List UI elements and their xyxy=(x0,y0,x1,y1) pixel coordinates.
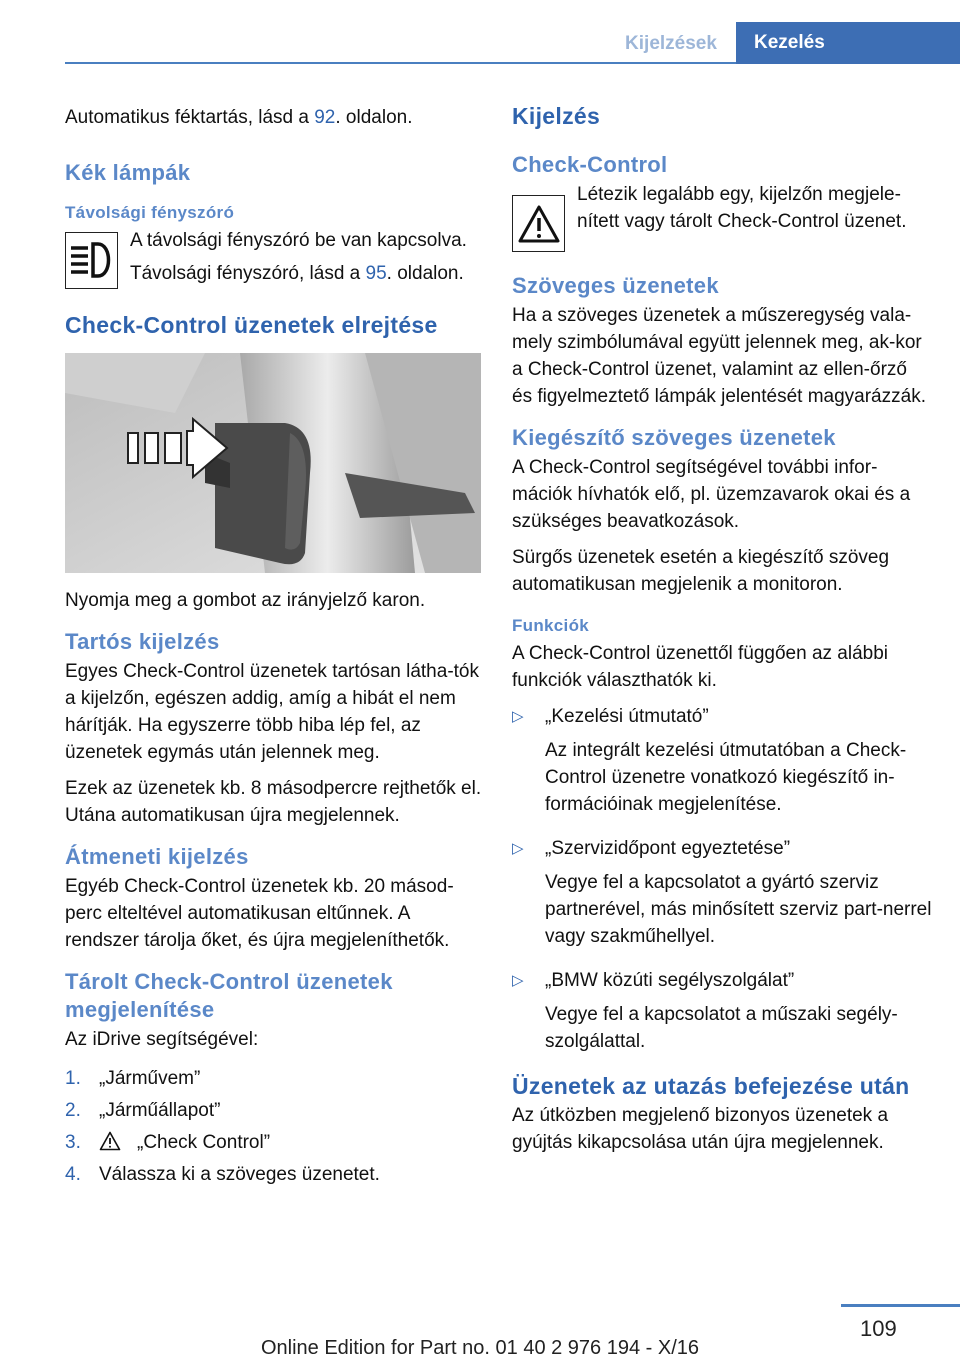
section-title-stored: Tárolt Check-Control üzenetek megjelenítése xyxy=(65,969,393,1022)
intro-paragraph: Automatikus féktartás, lásd a 92. oldalon. xyxy=(65,107,413,128)
warning-triangle-icon xyxy=(512,195,565,252)
right-column xyxy=(512,96,932,1165)
section-title-temporary: Átmeneti kijelzés xyxy=(65,844,249,869)
check-control-text: Létezik legalább egy, kijelzőn megjele-nített vagy tárolt Check-Control üzenet. xyxy=(577,184,907,232)
list-item: ▷ „BMW közúti segélyszolgálat” Vegye fel a kapcsolatot a műszaki segély-szolgálattal. xyxy=(512,967,932,1062)
header-tab-kezeles[interactable]: Kezelés xyxy=(736,22,960,64)
section-title-text-messages: Szöveges üzenetek xyxy=(512,273,719,298)
extra-p1: A Check-Control segítségével további infor-mációk hívhatók elő, pl. üzemzavarok okai és a szükséges beavatkozások. xyxy=(512,457,911,532)
funkciok-p1: A Check-Control üzenettől függően az alábbi funkciók választhatók ki. xyxy=(512,643,889,691)
stored-intro: Az iDrive segítségével: xyxy=(65,1029,259,1050)
page-link-95[interactable]: 95 xyxy=(365,263,387,284)
list-item: 1. „Járművem” xyxy=(65,1068,201,1089)
list-item: ▷ „Szervizidőpont egyeztetése” Vegye fel a kapcsolatot a gyártó szerviz partnerével, más minősített szerviz part-nerrel vagy szakműhellyel. xyxy=(512,835,932,957)
permanent-p2: Ezek az üzenetek kb. 8 másodpercre rejthetők el. Utána automatikusan újra megjelennek. xyxy=(65,778,482,826)
section-title-hide: Check-Control üzenetek elrejtése xyxy=(65,312,438,338)
page-number: 109 xyxy=(860,1316,897,1341)
check-control-row xyxy=(512,181,932,252)
high-beam-text: A távolsági fényszóró be van kapcsolva. xyxy=(130,230,467,251)
stored-steps-list xyxy=(65,1065,483,1188)
temporary-p1: Egyéb Check-Control üzenetek kb. 20 másod-perc elteltével automatikusan eltűnnek. A rendszer tárolja őket, és újra megjeleníthetők. xyxy=(65,876,454,951)
list-item: 3. „Check Control” xyxy=(65,1129,483,1156)
footer-rule xyxy=(841,1304,960,1307)
subsection-title-funkciok: Funkciók xyxy=(512,616,590,635)
turn-signal-lever-image xyxy=(65,353,481,573)
header-tab-kijelzesek[interactable]: Kijelzések xyxy=(625,33,717,54)
image-caption: Nyomja meg a gombot az irányjelző karon. xyxy=(65,590,426,611)
bullet-triangle-icon: ▷ xyxy=(512,972,524,989)
subsection-title-tavolsagi: Távolsági fényszóró xyxy=(65,203,235,222)
list-item: 4. Válassza ki a szöveges üzenetet. xyxy=(65,1164,380,1185)
high-beam-row xyxy=(65,227,483,293)
list-item: ▷ „Kezelési útmutató” Az integrált kezelési útmutatóban a Check-Control üzenetre vonatkozó kiegészítő in-formációinak megjelenítése. xyxy=(512,703,932,825)
permanent-p1: Egyes Check-Control üzenetek tartósan látha-tók a kijelzőn, egészen addig, amíg a hibát el nem hárítják. Ha egyszerre több hiba lép fel, az üzenetek egymás után jelennek meg. xyxy=(65,661,479,763)
list-item: 2. „Járműállapot” xyxy=(65,1100,221,1121)
bullet-triangle-icon: ▷ xyxy=(512,708,524,725)
section-title-permanent: Tartós kijelzés xyxy=(65,629,220,654)
warning-triangle-icon xyxy=(99,1129,129,1156)
left-column xyxy=(65,96,483,1193)
high-beam-icon xyxy=(65,232,118,289)
section-title-check-control: Check-Control xyxy=(512,152,668,177)
high-beam-ref: Távolsági fényszóró, lásd a 95. oldalon. xyxy=(130,263,464,284)
after-trip-p1: Az útközben megjelenő bizonyos üzenetek a gyújtás kikapcsolása után újra megjelennek. xyxy=(512,1105,889,1153)
section-title-kijelzes: Kijelzés xyxy=(512,103,601,129)
section-title-extra: Kiegészítő szöveges üzenetek xyxy=(512,425,836,450)
edition-footer: Online Edition for Part no. 01 40 2 976 194 - X/16 xyxy=(260,1337,700,1359)
bullet-triangle-icon: ▷ xyxy=(512,840,524,857)
funkciok-list xyxy=(512,703,932,1062)
section-title-kek-lampak: Kék lámpák xyxy=(65,160,191,185)
section-title-after-trip: Üzenetek az utazás befejezése után xyxy=(512,1073,910,1099)
page-link-92[interactable]: 92 xyxy=(314,107,336,128)
text-messages-p1: Ha a szöveges üzenetek a műszeregység vala-mely szimbólumával együtt jelennek meg, ak-kor a Check-Control üzenet, valamint az ellen-őrző és figyelmeztető lámpák jelentését magyarázzák. xyxy=(512,305,926,407)
extra-p2: Sürgős üzenetek esetén a kiegészítő szöveg automatikusan megjelenik a monitoron. xyxy=(512,547,890,595)
